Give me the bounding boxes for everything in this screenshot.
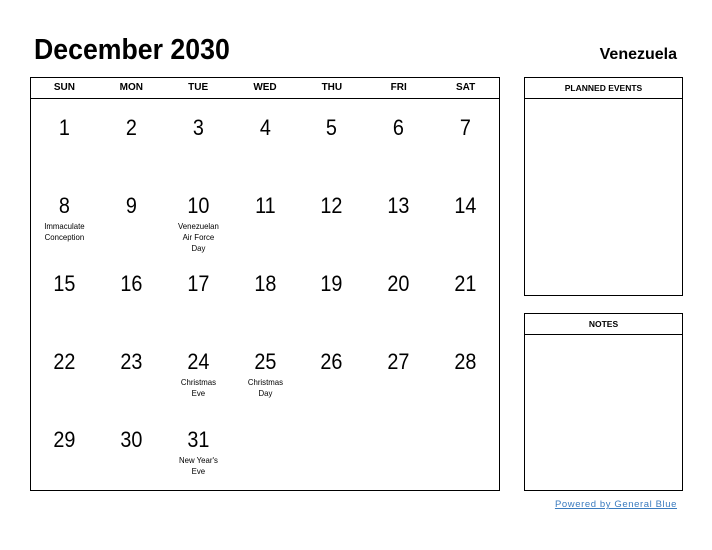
weekday-header [31,78,499,99]
holiday-label: Christmas Day [247,377,283,398]
day-number [302,411,362,427]
calendar-day-cell [298,411,365,489]
calendar-day-cell [432,99,499,177]
calendar-day-cell [31,177,98,255]
day-number: 15 [53,271,76,296]
day-number: 2 [125,115,137,140]
day-number: 31 [187,427,210,452]
calendar-day-cell [432,411,499,489]
day-number: 13 [387,193,410,218]
calendar-day-cell [298,99,365,177]
calendar-day-cell [98,333,165,411]
calendar-week [31,255,499,333]
day-number: 14 [454,193,477,218]
weekday-wed: WED [253,82,277,93]
holiday-label: Venezuelan Air Force Day [177,221,219,253]
day-number: 24 [187,349,210,374]
day-number: 9 [125,193,137,218]
calendar-day-cell [98,177,165,255]
calendar-day-cell [232,99,299,177]
notes-title: NOTES [525,314,682,335]
calendar-day-cell [365,177,432,255]
weekday-sun: SUN [53,82,75,93]
weekday-mon: MON [119,82,143,93]
calendar-day-cell [98,99,165,177]
day-number [235,411,295,427]
holiday-label: Immaculate Conception [44,221,85,242]
calendar-day-cell [432,255,499,333]
page-title: December 2030 [34,34,230,66]
day-number: 21 [454,271,477,296]
day-number: 20 [387,271,410,296]
calendar-day-cell [98,411,165,489]
calendar-day-cell [298,177,365,255]
day-number: 8 [58,193,70,218]
calendar-day-cell [365,411,432,489]
calendar-day-cell [165,333,232,411]
calendar-grid [30,77,500,491]
day-number: 23 [120,349,143,374]
calendar-day-cell [31,333,98,411]
notes-panel[interactable] [524,313,683,491]
calendar-day-cell [232,411,299,489]
weekday-tue: TUE [188,82,209,93]
day-number: 17 [187,271,210,296]
calendar-day-cell [298,255,365,333]
calendar-day-cell [31,411,98,489]
day-number: 11 [254,193,276,218]
calendar-day-cell [165,255,232,333]
holiday-label: Christmas Eve [180,377,216,398]
calendar-week [31,333,499,411]
day-number: 28 [454,349,477,374]
day-number: 22 [53,349,76,374]
day-number: 18 [253,271,277,296]
calendar-day-cell [432,177,499,255]
day-number: 7 [460,115,472,140]
powered-by-link[interactable]: Powered by General Blue [554,499,677,510]
day-number: 25 [253,349,277,374]
weekday-fri: FRI [390,82,407,93]
calendar-day-cell [165,99,232,177]
calendar-week [31,411,499,489]
weekday-sat: SAT [455,82,476,93]
calendar-day-cell [232,255,299,333]
country-label: Venezuela [599,46,677,63]
weekday-thu: THU [321,82,343,93]
calendar-day-cell [31,255,98,333]
calendar-day-cell [298,333,365,411]
day-number: 26 [320,349,343,374]
calendar-week [31,99,499,177]
calendar-day-cell [432,333,499,411]
calendar-day-cell [232,177,299,255]
day-number: 16 [120,271,143,296]
calendar-day-cell [365,333,432,411]
calendar-day-cell [365,255,432,333]
day-number: 29 [53,427,76,452]
day-number: 30 [120,427,143,452]
day-number: 12 [320,193,343,218]
calendar-day-cell [165,177,232,255]
day-number: 19 [320,271,343,296]
day-number [435,411,495,427]
day-number: 3 [192,115,204,140]
calendar-day-cell [31,99,98,177]
day-number [369,411,429,427]
day-number: 1 [58,115,70,140]
day-number: 6 [393,115,405,140]
calendar-day-cell [98,255,165,333]
planned-events-title: PLANNED EVENTS [525,78,682,99]
day-number: 4 [259,115,271,140]
day-number: 27 [387,349,410,374]
calendar-week [31,177,499,255]
day-number: 5 [326,115,338,140]
planned-events-panel[interactable] [524,77,683,296]
day-number: 10 [187,193,210,218]
holiday-label: New Year's Eve [178,455,218,476]
calendar-day-cell [232,333,299,411]
calendar-day-cell [365,99,432,177]
calendar-day-cell [165,411,232,489]
calendar-weeks [31,99,499,489]
